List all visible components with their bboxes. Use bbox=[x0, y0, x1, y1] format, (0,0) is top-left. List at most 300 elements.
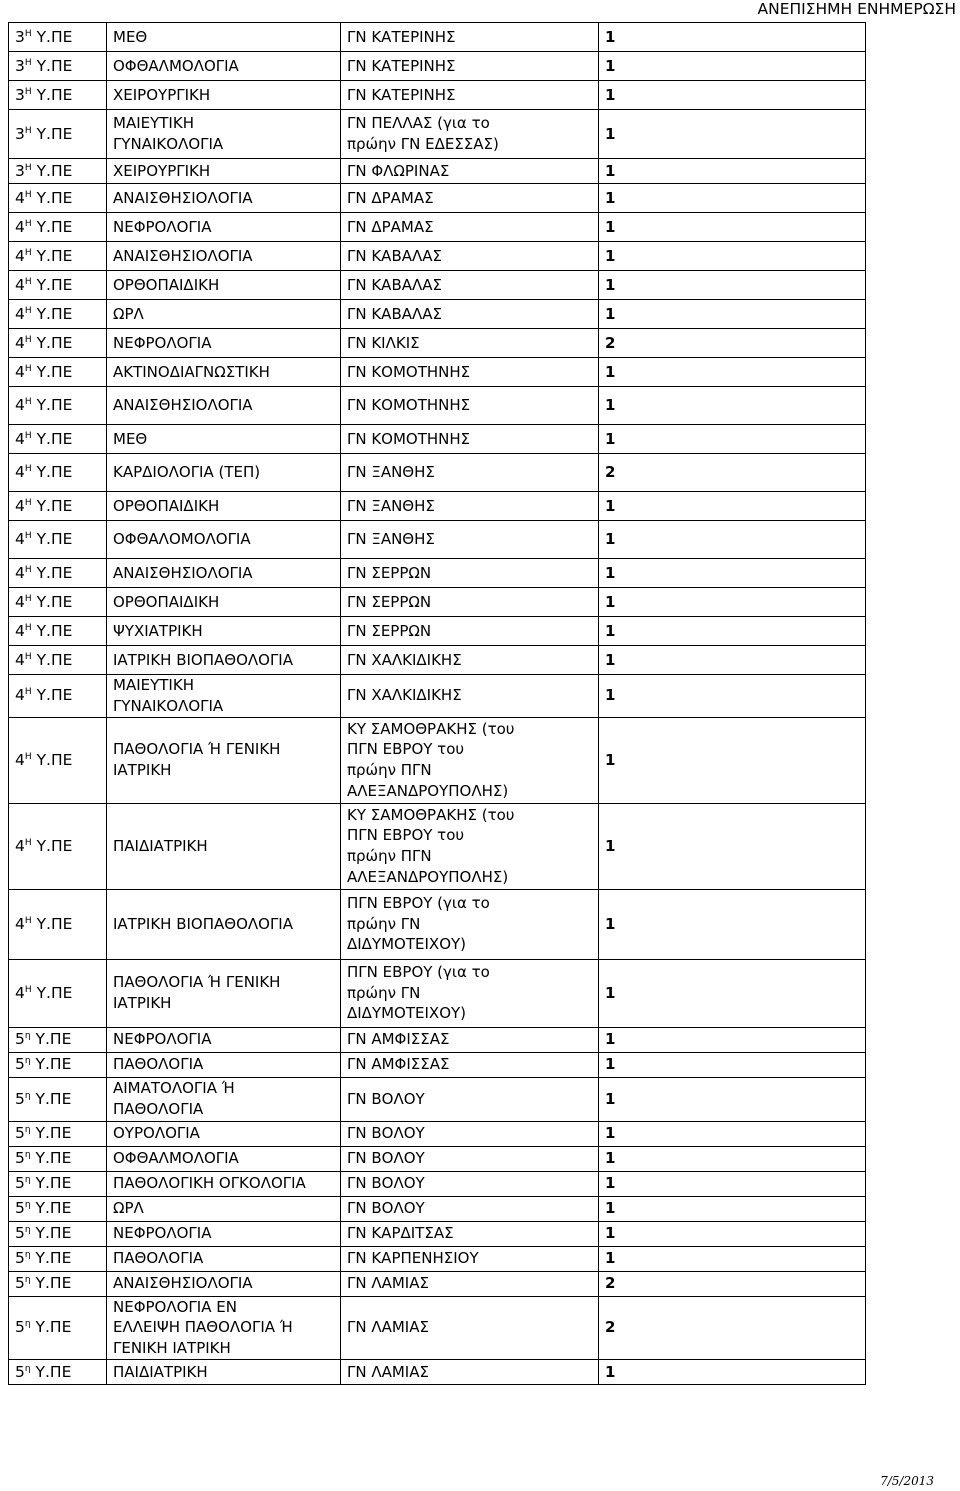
table-row bbox=[9, 23, 866, 52]
specialty-line: ΟΦΘΑΛΜΟΛΟΓΙΑ bbox=[113, 56, 239, 75]
region-cell bbox=[9, 675, 107, 718]
region-ordinal: Η bbox=[24, 125, 32, 136]
region-unit: Υ.ΠΕ bbox=[36, 563, 73, 582]
region-number: 4 bbox=[15, 836, 25, 855]
region-cell bbox=[9, 159, 107, 184]
table-row bbox=[9, 1171, 866, 1196]
hospital-line: ΓΝ ΒΟΛΟΥ bbox=[347, 1089, 425, 1108]
specialty-line: ΠΑΘΟΛΟΓΙΑ bbox=[113, 1249, 204, 1268]
hospital-line: πρώην ΓΝ ΕΔΕΣΣΑΣ) bbox=[347, 135, 499, 153]
specialty-cell bbox=[107, 588, 341, 617]
region-ordinal: Η bbox=[24, 837, 32, 848]
region-ordinal: Η bbox=[24, 397, 32, 408]
region-ordinal: η bbox=[24, 1250, 31, 1261]
region-cell bbox=[9, 184, 107, 213]
hospital-cell bbox=[341, 1271, 599, 1296]
hospital-line: ΓΝ ΚΑΡΠΕΝΗΣΙΟΥ bbox=[347, 1249, 479, 1268]
region-ordinal: Η bbox=[24, 334, 32, 345]
table-row bbox=[9, 184, 866, 213]
specialty-line: ΟΦΘΑΛΜΟΛΟΓΙΑ bbox=[113, 1149, 239, 1168]
region-unit: Υ.ΠΕ bbox=[36, 56, 73, 75]
count-cell: 1 bbox=[599, 803, 866, 889]
count-cell: 1 bbox=[599, 1171, 866, 1196]
table-row bbox=[9, 675, 866, 718]
region-cell bbox=[9, 1296, 107, 1359]
specialty-cell bbox=[107, 358, 341, 387]
specialty-cell bbox=[107, 492, 341, 521]
table-row bbox=[9, 358, 866, 387]
hospital-cell bbox=[341, 1121, 599, 1146]
specialty-cell bbox=[107, 213, 341, 242]
hospital-line: ΓΝ ΣΕΡΡΩΝ bbox=[347, 621, 432, 640]
table-row bbox=[9, 1121, 866, 1146]
specialty-line: ΧΕΙΡΟΥΡΓΙΚΗ bbox=[113, 161, 211, 180]
table-row bbox=[9, 242, 866, 271]
hospital-cell bbox=[341, 387, 599, 425]
specialty-cell bbox=[107, 300, 341, 329]
region-unit: Υ.ΠΕ bbox=[36, 530, 73, 549]
region-number: 4 bbox=[15, 563, 25, 582]
specialty-line: ΟΡΘΟΠΑΙΔΙΚΗ bbox=[113, 592, 220, 611]
region-unit: Υ.ΠΕ bbox=[36, 983, 73, 1002]
specialty-line: ΨΥΧΙΑΤΡΙΚΗ bbox=[113, 621, 203, 640]
count-cell: 2 bbox=[599, 329, 866, 358]
region-ordinal: η bbox=[24, 1056, 31, 1067]
count-cell: 1 bbox=[599, 1146, 866, 1171]
region-ordinal: Η bbox=[24, 218, 32, 229]
hospital-line: πρώην ΠΓΝ bbox=[347, 847, 432, 866]
hospital-cell bbox=[341, 675, 599, 718]
hospital-cell bbox=[341, 617, 599, 646]
count-cell: 1 bbox=[599, 492, 866, 521]
region-unit: Υ.ΠΕ bbox=[36, 362, 73, 381]
table-row bbox=[9, 803, 866, 889]
table-row bbox=[9, 213, 866, 242]
count-cell: 1 bbox=[599, 1121, 866, 1146]
region-cell bbox=[9, 1077, 107, 1121]
table-row bbox=[9, 81, 866, 110]
region-cell bbox=[9, 425, 107, 454]
hospital-cell bbox=[341, 1052, 599, 1077]
count-cell: 1 bbox=[599, 646, 866, 675]
specialty-line: ΜΕΘ bbox=[113, 429, 148, 448]
region-cell bbox=[9, 52, 107, 81]
hospital-line: ΓΝ ΛΑΜΙΑΣ bbox=[347, 1318, 429, 1337]
specialty-line: ΑΝΑΙΣΘΗΣΙΟΛΟΓΙΑ bbox=[113, 396, 253, 415]
hospital-line: ΠΓΝ ΕΒΡΟΥ (για το bbox=[347, 893, 490, 912]
table-row bbox=[9, 521, 866, 559]
table-row bbox=[9, 387, 866, 425]
hospital-line: ΓΝ ΔΡΑΜΑΣ bbox=[347, 217, 434, 236]
hospital-cell bbox=[341, 23, 599, 52]
hospital-cell bbox=[341, 1171, 599, 1196]
region-unit: Υ.ΠΕ bbox=[36, 592, 73, 611]
specialty-cell bbox=[107, 889, 341, 959]
region-unit: Υ.ΠΕ bbox=[36, 463, 73, 482]
count-cell: 1 bbox=[599, 1027, 866, 1052]
region-unit: Υ.ΠΕ bbox=[36, 429, 73, 448]
specialty-line: ΠΑΙΔΙΑΤΡΙΚΗ bbox=[113, 836, 208, 855]
table-row bbox=[9, 1246, 866, 1271]
region-number: 5 bbox=[15, 1055, 25, 1074]
region-number: 4 bbox=[15, 396, 25, 415]
hospital-cell bbox=[341, 521, 599, 559]
specialty-cell bbox=[107, 52, 341, 81]
count-cell: 1 bbox=[599, 1246, 866, 1271]
hospital-line: ΓΝ ΧΑΛΚΙΔΙΚΗΣ bbox=[347, 686, 462, 705]
hospital-line: ΓΝ ΚΟΜΟΤΗΝΗΣ bbox=[347, 396, 471, 415]
count-cell: 2 bbox=[599, 454, 866, 492]
table-row bbox=[9, 110, 866, 159]
hospital-line: ΠΓΝ ΕΒΡΟΥ (για το bbox=[347, 962, 490, 981]
table-row bbox=[9, 588, 866, 617]
region-cell bbox=[9, 358, 107, 387]
region-unit: Υ.ΠΕ bbox=[36, 217, 73, 236]
specialty-cell bbox=[107, 242, 341, 271]
region-unit: Υ.ΠΕ bbox=[35, 1174, 72, 1193]
region-ordinal: Η bbox=[24, 162, 32, 173]
count-cell: 1 bbox=[599, 271, 866, 300]
hospital-line: ΓΝ ΚΑΤΕΡΙΝΗΣ bbox=[347, 56, 456, 75]
region-number: 4 bbox=[15, 188, 25, 207]
specialty-cell bbox=[107, 1221, 341, 1246]
count-cell: 1 bbox=[599, 959, 866, 1027]
hospital-line: ΓΝ ΠΕΛΛΑΣ (για το bbox=[347, 114, 490, 133]
region-number: 4 bbox=[15, 246, 25, 265]
specialty-cell bbox=[107, 454, 341, 492]
specialty-cell bbox=[107, 1359, 341, 1384]
specialty-cell bbox=[107, 1196, 341, 1221]
region-ordinal: η bbox=[24, 1275, 31, 1286]
region-number: 3 bbox=[15, 161, 25, 180]
region-number: 3 bbox=[15, 85, 25, 104]
region-unit: Υ.ΠΕ bbox=[35, 1089, 72, 1108]
count-cell: 1 bbox=[599, 425, 866, 454]
table-row bbox=[9, 1027, 866, 1052]
region-number: 4 bbox=[15, 429, 25, 448]
specialty-cell bbox=[107, 271, 341, 300]
region-unit: Υ.ΠΕ bbox=[36, 124, 73, 143]
region-cell bbox=[9, 1359, 107, 1384]
specialty-cell bbox=[107, 1296, 341, 1359]
table-row bbox=[9, 1359, 866, 1384]
region-cell bbox=[9, 300, 107, 329]
specialty-cell bbox=[107, 803, 341, 889]
table-row bbox=[9, 52, 866, 81]
hospital-cell bbox=[341, 1246, 599, 1271]
count-cell: 1 bbox=[599, 81, 866, 110]
region-number: 5 bbox=[15, 1362, 25, 1381]
hospital-line: ΓΝ ΚΑΡΔΙΤΣΑΣ bbox=[347, 1224, 454, 1243]
hospital-cell bbox=[341, 110, 599, 159]
hospital-cell bbox=[341, 1027, 599, 1052]
region-ordinal: Η bbox=[24, 28, 32, 39]
hospital-line: ΓΝ ΚΟΜΟΤΗΝΗΣ bbox=[347, 429, 471, 448]
specialty-line: ΧΕΙΡΟΥΡΓΙΚΗ bbox=[113, 85, 211, 104]
region-ordinal: Η bbox=[24, 497, 32, 508]
hospital-cell bbox=[341, 81, 599, 110]
region-number: 4 bbox=[15, 983, 25, 1002]
hospital-line: ΓΝ ΣΕΡΡΩΝ bbox=[347, 563, 432, 582]
region-cell bbox=[9, 521, 107, 559]
region-number: 5 bbox=[15, 1124, 25, 1143]
region-ordinal: η bbox=[24, 1175, 31, 1186]
table-row bbox=[9, 646, 866, 675]
region-number: 4 bbox=[15, 914, 25, 933]
region-cell bbox=[9, 1171, 107, 1196]
region-cell bbox=[9, 387, 107, 425]
hospital-line: ΔΙΔΥΜΟΤΕΙΧΟΥ) bbox=[347, 935, 467, 954]
region-number: 4 bbox=[15, 217, 25, 236]
region-ordinal: Η bbox=[24, 751, 32, 762]
hospital-line: ΠΓΝ ΕΒΡΟΥ του bbox=[347, 826, 465, 845]
count-cell: 1 bbox=[599, 242, 866, 271]
region-cell bbox=[9, 23, 107, 52]
specialty-cell bbox=[107, 81, 341, 110]
region-number: 5 bbox=[15, 1318, 25, 1337]
specialty-cell bbox=[107, 1146, 341, 1171]
hospital-line: ΓΝ ΚΑΒΑΛΑΣ bbox=[347, 246, 442, 265]
region-unit: Υ.ΠΕ bbox=[35, 1274, 72, 1293]
region-number: 4 bbox=[15, 304, 25, 323]
table-row bbox=[9, 717, 866, 803]
region-ordinal: η bbox=[24, 1225, 31, 1236]
hospital-line: ΓΝ ΚΟΜΟΤΗΝΗΣ bbox=[347, 362, 471, 381]
region-number: 4 bbox=[15, 496, 25, 515]
region-ordinal: η bbox=[24, 1125, 31, 1136]
count-cell: 1 bbox=[599, 588, 866, 617]
specialty-cell bbox=[107, 1077, 341, 1121]
specialty-cell bbox=[107, 159, 341, 184]
count-cell: 1 bbox=[599, 617, 866, 646]
specialty-cell bbox=[107, 521, 341, 559]
count-cell: 1 bbox=[599, 717, 866, 803]
region-unit: Υ.ΠΕ bbox=[36, 246, 73, 265]
region-cell bbox=[9, 559, 107, 588]
hospital-cell bbox=[341, 213, 599, 242]
hospital-cell bbox=[341, 588, 599, 617]
region-number: 4 bbox=[15, 650, 25, 669]
hospital-line: ΓΝ ΞΑΝΘΗΣ bbox=[347, 463, 435, 482]
table-row bbox=[9, 889, 866, 959]
hospital-cell bbox=[341, 329, 599, 358]
specialty-line: ΓΕΝΙΚΗ ΙΑΤΡΙΚΗ bbox=[113, 1339, 231, 1358]
region-unit: Υ.ΠΕ bbox=[36, 496, 73, 515]
region-cell bbox=[9, 617, 107, 646]
region-cell bbox=[9, 213, 107, 242]
region-ordinal: η bbox=[24, 1090, 31, 1101]
count-cell: 2 bbox=[599, 1271, 866, 1296]
region-ordinal: η bbox=[24, 1200, 31, 1211]
specialty-line: ΑΚΤΙΝΟΔΙΑΓΝΩΣΤΙΚΗ bbox=[113, 362, 270, 381]
count-cell: 1 bbox=[599, 213, 866, 242]
hospital-line: ΓΝ ΚΑΤΕΡΙΝΗΣ bbox=[347, 85, 456, 104]
table-row bbox=[9, 959, 866, 1027]
region-number: 4 bbox=[15, 750, 25, 769]
hospital-line: ΓΝ ΑΜΦΙΣΣΑΣ bbox=[347, 1055, 450, 1074]
region-cell bbox=[9, 454, 107, 492]
region-number: 4 bbox=[15, 686, 25, 705]
hospital-cell bbox=[341, 159, 599, 184]
region-number: 3 bbox=[15, 56, 25, 75]
region-unit: Υ.ΠΕ bbox=[36, 275, 73, 294]
hospital-line: ΓΝ ΑΜΦΙΣΣΑΣ bbox=[347, 1030, 450, 1049]
region-cell bbox=[9, 1052, 107, 1077]
specialty-line: ΙΑΤΡΙΚΗ ΒΙΟΠΑΘΟΛΟΓΙΑ bbox=[113, 650, 293, 669]
region-ordinal: Η bbox=[24, 86, 32, 97]
specialty-line: ΑΝΑΙΣΘΗΣΙΟΛΟΓΙΑ bbox=[113, 563, 253, 582]
region-cell bbox=[9, 1027, 107, 1052]
hospital-cell bbox=[341, 1221, 599, 1246]
region-unit: Υ.ΠΕ bbox=[36, 85, 73, 104]
specialty-cell bbox=[107, 646, 341, 675]
count-cell: 1 bbox=[599, 387, 866, 425]
specialty-line: ΓΥΝΑΙΚΟΛΟΓΙΑ bbox=[113, 696, 224, 715]
specialty-cell bbox=[107, 425, 341, 454]
region-cell bbox=[9, 1196, 107, 1221]
specialty-line: ΑΙΜΑΤΟΛΟΓΙΑ Ή bbox=[113, 1079, 235, 1098]
hospital-line: ΓΝ ΒΟΛΟΥ bbox=[347, 1199, 425, 1218]
table-row bbox=[9, 617, 866, 646]
specialty-line: ΕΛΛΕΙΨΗ ΠΑΘΟΛΟΓΙΑ Ή bbox=[113, 1318, 293, 1337]
region-unit: Υ.ΠΕ bbox=[36, 27, 73, 46]
specialty-cell bbox=[107, 184, 341, 213]
hospital-line: ΓΝ ΣΕΡΡΩΝ bbox=[347, 592, 432, 611]
specialty-cell bbox=[107, 1246, 341, 1271]
count-cell: 2 bbox=[599, 1296, 866, 1359]
specialty-cell bbox=[107, 110, 341, 159]
hospital-cell bbox=[341, 959, 599, 1027]
specialty-line: ΜΕΘ bbox=[113, 27, 148, 46]
hospital-line: ΓΝ ΒΟΛΟΥ bbox=[347, 1149, 425, 1168]
region-cell bbox=[9, 1246, 107, 1271]
table-body bbox=[9, 23, 866, 1385]
region-unit: Υ.ΠΕ bbox=[36, 836, 73, 855]
specialty-line: ΟΡΘΟΠΑΙΔΙΚΗ bbox=[113, 496, 220, 515]
region-number: 5 bbox=[15, 1224, 25, 1243]
region-ordinal: Η bbox=[24, 363, 32, 374]
count-cell: 1 bbox=[599, 1052, 866, 1077]
specialty-cell bbox=[107, 387, 341, 425]
count-cell: 1 bbox=[599, 675, 866, 718]
region-unit: Υ.ΠΕ bbox=[35, 1055, 72, 1074]
count-cell: 1 bbox=[599, 110, 866, 159]
region-number: 5 bbox=[15, 1199, 25, 1218]
hospital-cell bbox=[341, 1296, 599, 1359]
hospital-line: ΑΛΕΞΑΝΔΡΟΥΠΟΛΗΣ) bbox=[347, 781, 509, 800]
region-unit: Υ.ΠΕ bbox=[35, 1149, 72, 1168]
region-cell bbox=[9, 646, 107, 675]
region-unit: Υ.ΠΕ bbox=[35, 1362, 72, 1381]
hospital-line: ΓΝ ΚΑΤΕΡΙΝΗΣ bbox=[347, 27, 456, 46]
specialty-line: ΑΝΑΙΣΘΗΣΙΟΛΟΓΙΑ bbox=[113, 188, 253, 207]
count-cell: 1 bbox=[599, 159, 866, 184]
count-cell: 1 bbox=[599, 300, 866, 329]
region-cell bbox=[9, 492, 107, 521]
table-row bbox=[9, 454, 866, 492]
region-number: 4 bbox=[15, 275, 25, 294]
specialty-line: ΠΑΘΟΛΟΓΙΑ bbox=[113, 1055, 204, 1074]
table-row bbox=[9, 1146, 866, 1171]
region-cell bbox=[9, 588, 107, 617]
hospital-line: ΚΥ ΣΑΜΟΘΡΑΚΗΣ (του bbox=[347, 719, 515, 738]
region-number: 4 bbox=[15, 621, 25, 640]
table-row bbox=[9, 492, 866, 521]
region-unit: Υ.ΠΕ bbox=[35, 1030, 72, 1049]
hospital-cell bbox=[341, 52, 599, 81]
region-unit: Υ.ΠΕ bbox=[35, 1249, 72, 1268]
hospital-line: ΓΝ ΔΡΑΜΑΣ bbox=[347, 188, 434, 207]
hospital-cell bbox=[341, 271, 599, 300]
region-number: 3 bbox=[15, 27, 25, 46]
hospital-line: ΓΝ ΛΑΜΙΑΣ bbox=[347, 1362, 429, 1381]
region-ordinal: Η bbox=[24, 651, 32, 662]
table-row bbox=[9, 159, 866, 184]
hospital-line: ΓΝ ΞΑΝΘΗΣ bbox=[347, 496, 435, 515]
specialty-cell bbox=[107, 1121, 341, 1146]
region-cell bbox=[9, 889, 107, 959]
region-unit: Υ.ΠΕ bbox=[35, 1224, 72, 1243]
page-header: ΑΝΕΠΙΣΗΜΗ ΕΝΗΜΕΡΩΣΗ bbox=[757, 0, 956, 18]
region-ordinal: Η bbox=[24, 189, 32, 200]
specialty-cell bbox=[107, 1052, 341, 1077]
hospital-cell bbox=[341, 358, 599, 387]
specialty-line: ΟΥΡΟΛΟΓΙΑ bbox=[113, 1124, 200, 1143]
region-number: 3 bbox=[15, 124, 25, 143]
hospital-line: ΔΙΔΥΜΟΤΕΙΧΟΥ) bbox=[347, 1004, 467, 1023]
region-number: 5 bbox=[15, 1249, 25, 1268]
specialty-cell bbox=[107, 959, 341, 1027]
region-unit: Υ.ΠΕ bbox=[35, 1124, 72, 1143]
table-row bbox=[9, 1221, 866, 1246]
hospital-line: ΓΝ ΦΛΩΡΙΝΑΣ bbox=[347, 161, 450, 180]
region-cell bbox=[9, 81, 107, 110]
specialty-line: ΩΡΛ bbox=[113, 1199, 144, 1218]
specialty-line: ΩΡΛ bbox=[113, 304, 144, 323]
table-row bbox=[9, 1077, 866, 1121]
region-unit: Υ.ΠΕ bbox=[36, 750, 73, 769]
specialty-line: ΠΑΘΟΛΟΓΙΑ bbox=[113, 1100, 204, 1119]
hospital-line: ΠΓΝ ΕΒΡΟΥ του bbox=[347, 740, 465, 759]
specialty-line: ΟΡΘΟΠΑΙΔΙΚΗ bbox=[113, 275, 220, 294]
region-ordinal: Η bbox=[24, 430, 32, 441]
region-cell bbox=[9, 803, 107, 889]
table-row bbox=[9, 559, 866, 588]
hospital-line: ΓΝ ΧΑΛΚΙΔΙΚΗΣ bbox=[347, 650, 462, 669]
table-row bbox=[9, 1296, 866, 1359]
hospital-cell bbox=[341, 889, 599, 959]
region-ordinal: Η bbox=[24, 593, 32, 604]
hospital-cell bbox=[341, 1146, 599, 1171]
region-cell bbox=[9, 110, 107, 159]
count-cell: 1 bbox=[599, 1077, 866, 1121]
specialty-line: ΙΑΤΡΙΚΗ bbox=[113, 761, 172, 780]
region-cell bbox=[9, 959, 107, 1027]
region-unit: Υ.ΠΕ bbox=[36, 304, 73, 323]
region-unit: Υ.ΠΕ bbox=[36, 914, 73, 933]
region-cell bbox=[9, 1121, 107, 1146]
region-ordinal: η bbox=[24, 1150, 31, 1161]
hospital-line: ΓΝ ΛΑΜΙΑΣ bbox=[347, 1274, 429, 1293]
region-cell bbox=[9, 329, 107, 358]
region-number: 5 bbox=[15, 1274, 25, 1293]
region-cell bbox=[9, 1271, 107, 1296]
specialty-line: ΝΕΦΡΟΛΟΓΙΑ bbox=[113, 333, 212, 352]
hospital-line: ΓΝ ΚΑΒΑΛΑΣ bbox=[347, 275, 442, 294]
region-ordinal: Η bbox=[24, 564, 32, 575]
region-ordinal: Η bbox=[24, 687, 32, 698]
hospital-cell bbox=[341, 717, 599, 803]
